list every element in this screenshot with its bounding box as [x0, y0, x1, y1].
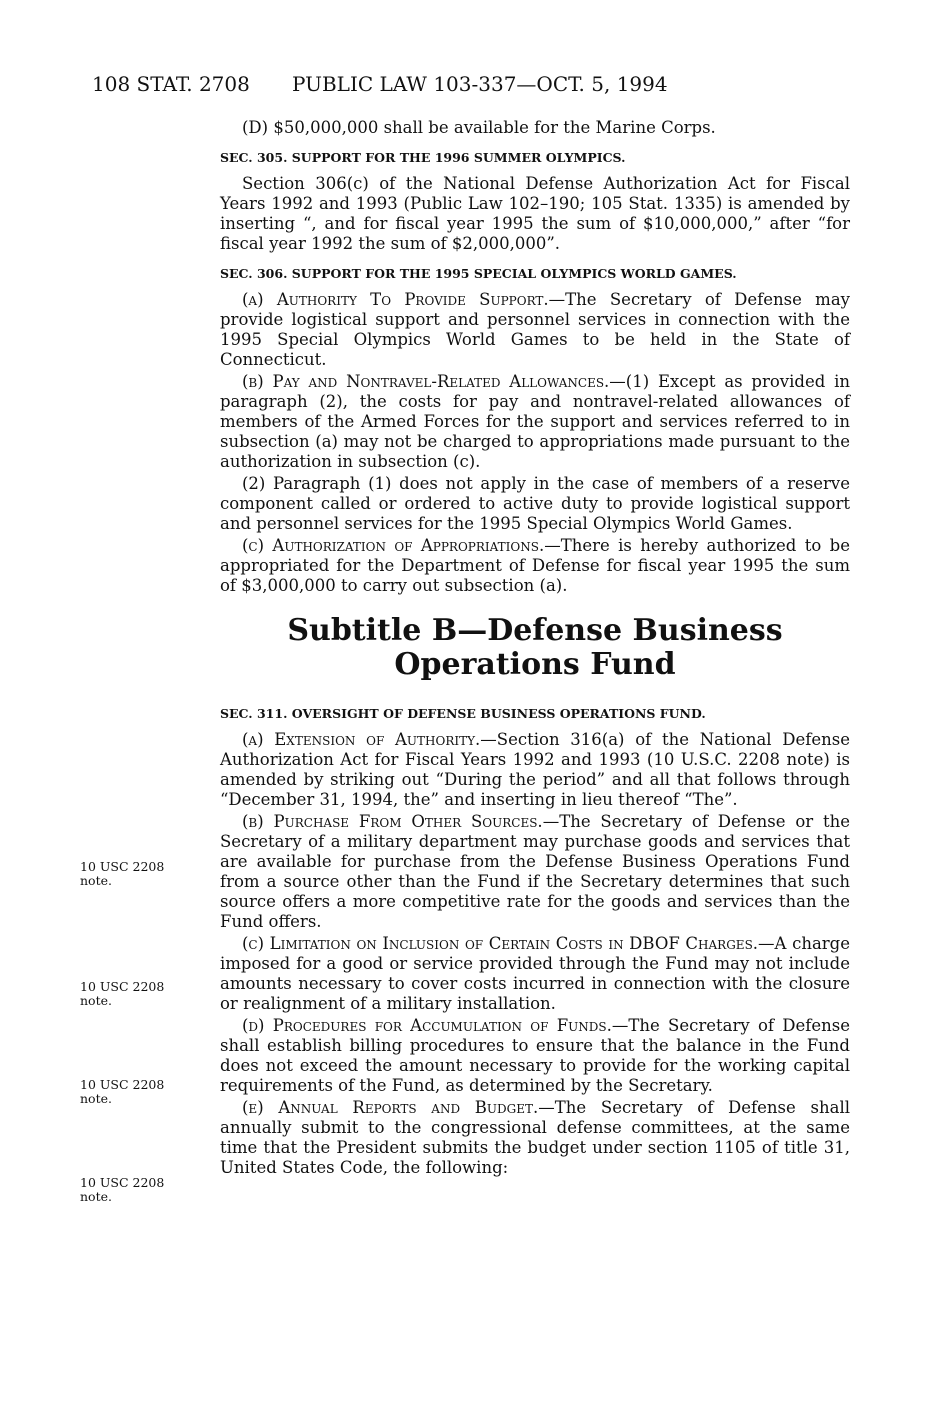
public-law-ref: PUBLIC LAW 103-337—OCT. 5, 1994	[292, 72, 668, 96]
subsection-heading: (e) Annual Reports and Budget.	[242, 1098, 539, 1117]
section-305-heading: SEC. 305. SUPPORT FOR THE 1996 SUMMER OLYMPICS.	[220, 150, 626, 165]
section-306-c: (c) Authorization of Appropriations.—There is hereby authorized to be appropriated for the Department of Defense for fiscal year 1995 the sum of $3,000,000 to carry out subsection (a).	[220, 536, 850, 595]
section-311-b: (b) Purchase From Other Sources.—The Secretary of Defense or the Secretary of a military department may purchase goods and services that are available for purchase from the Defense Business Operations Fund from a source other than the Fund if the Secretary determines that such source offers a more competitive rate for the goods and services than the Fund offers.	[220, 812, 851, 931]
section-306-a: (a) Authority To Provide Support.—The Secretary of Defense may provide logistical support and personnel services in connection with the 1995 Special Olympics World Games to be held in the State of Connecticut.	[220, 290, 850, 369]
subsection-heading: (d) Procedures for Accumulation of Funds.	[242, 1016, 612, 1035]
margin-note-b: 10 USC 2208 note.	[80, 859, 165, 888]
subsection-heading: (c) Limitation on Inclusion of Certain Costs in DBOF Charges.	[242, 934, 759, 953]
margin-note-e: 10 USC 2208 note.	[80, 1175, 165, 1204]
section-311-heading: SEC. 311. OVERSIGHT OF DEFENSE BUSINESS OPERATIONS FUND.	[220, 706, 706, 721]
page-header	[92, 72, 855, 102]
section-306-b: (b) Pay and Nontravel-Related Allowances.—(1) Except as provided in paragraph (2), the costs for pay and nontravel-related allowances of members of the Armed Forces for the support and services referred to in subsection (a) may not be charged to appropriations made pursuant to the authorization in subsection (c).	[220, 372, 851, 471]
section-311-a: (a) Extension of Authority.—Section 316(a) of the National Defense Authorization Act for Fiscal Years 1992 and 1993 (10 U.S.C. 2208 note) is amended by striking out “During the period” and all that follows through “December 31, 1994, the” and inserting in lieu thereof “The”.	[220, 730, 851, 809]
subsection-heading: (b) Pay and Nontravel-Related Allowances.	[242, 372, 610, 391]
subsection-heading: (a) Authority To Provide Support.	[242, 290, 549, 309]
stat-page-ref: 108 STAT. 2708	[92, 72, 250, 96]
section-311-d: (d) Procedures for Accumulation of Funds.—The Secretary of Defense shall establish billing procedures to ensure that the balance in the Fund does not exceed the amount necessary to provide for the working capital requirements of the Fund, as determined by the Secretary.	[220, 1016, 850, 1095]
section-311-e: (e) Annual Reports and Budget.—The Secretary of Defense shall annually submit to the congressional defense committees, at the same time that the President submits the budget under section 1105 of title 31, United States Code, the following:	[220, 1098, 850, 1177]
subsection-heading: (c) Authorization of Appropriations.	[242, 536, 545, 555]
document-body	[220, 118, 850, 1180]
section-306-b2: (2) Paragraph (1) does not apply in the case of members of a reserve component called or ordered to active duty to provide logistical support and personnel services for the 1995 Special Olympics World Games.	[220, 474, 850, 533]
subsection-heading: (b) Purchase From Other Sources.	[242, 812, 543, 831]
section-306-heading: SEC. 306. SUPPORT FOR THE 1995 SPECIAL OLYMPICS WORLD GAMES.	[220, 266, 737, 281]
subtitle-heading: Subtitle B—Defense Business Operations Fund	[287, 613, 783, 682]
margin-note-c: 10 USC 2208 note.	[80, 979, 165, 1008]
paragraph-d-marine-corps: (D) $50,000,000 shall be available for the Marine Corps.	[242, 118, 716, 137]
margin-note-d: 10 USC 2208 note.	[80, 1077, 165, 1106]
section-311-c: (c) Limitation on Inclusion of Certain Costs in DBOF Charges.—A charge imposed for a good or service provided through the Fund may not include amounts necessary to cover costs incurred in connection with the closure or realignment of a military installation.	[220, 934, 850, 1013]
subsection-heading: (a) Extension of Authority.	[242, 730, 481, 749]
section-305-text: Section 306(c) of the National Defense Authorization Act for Fiscal Years 1992 and 1993 (Public Law 102–190; 105 Stat. 1335) is amended by inserting “, and for fiscal year 1995 the sum of $10,000,000,” after “for fiscal year 1992 the sum of $2,000,000”.	[220, 174, 850, 253]
